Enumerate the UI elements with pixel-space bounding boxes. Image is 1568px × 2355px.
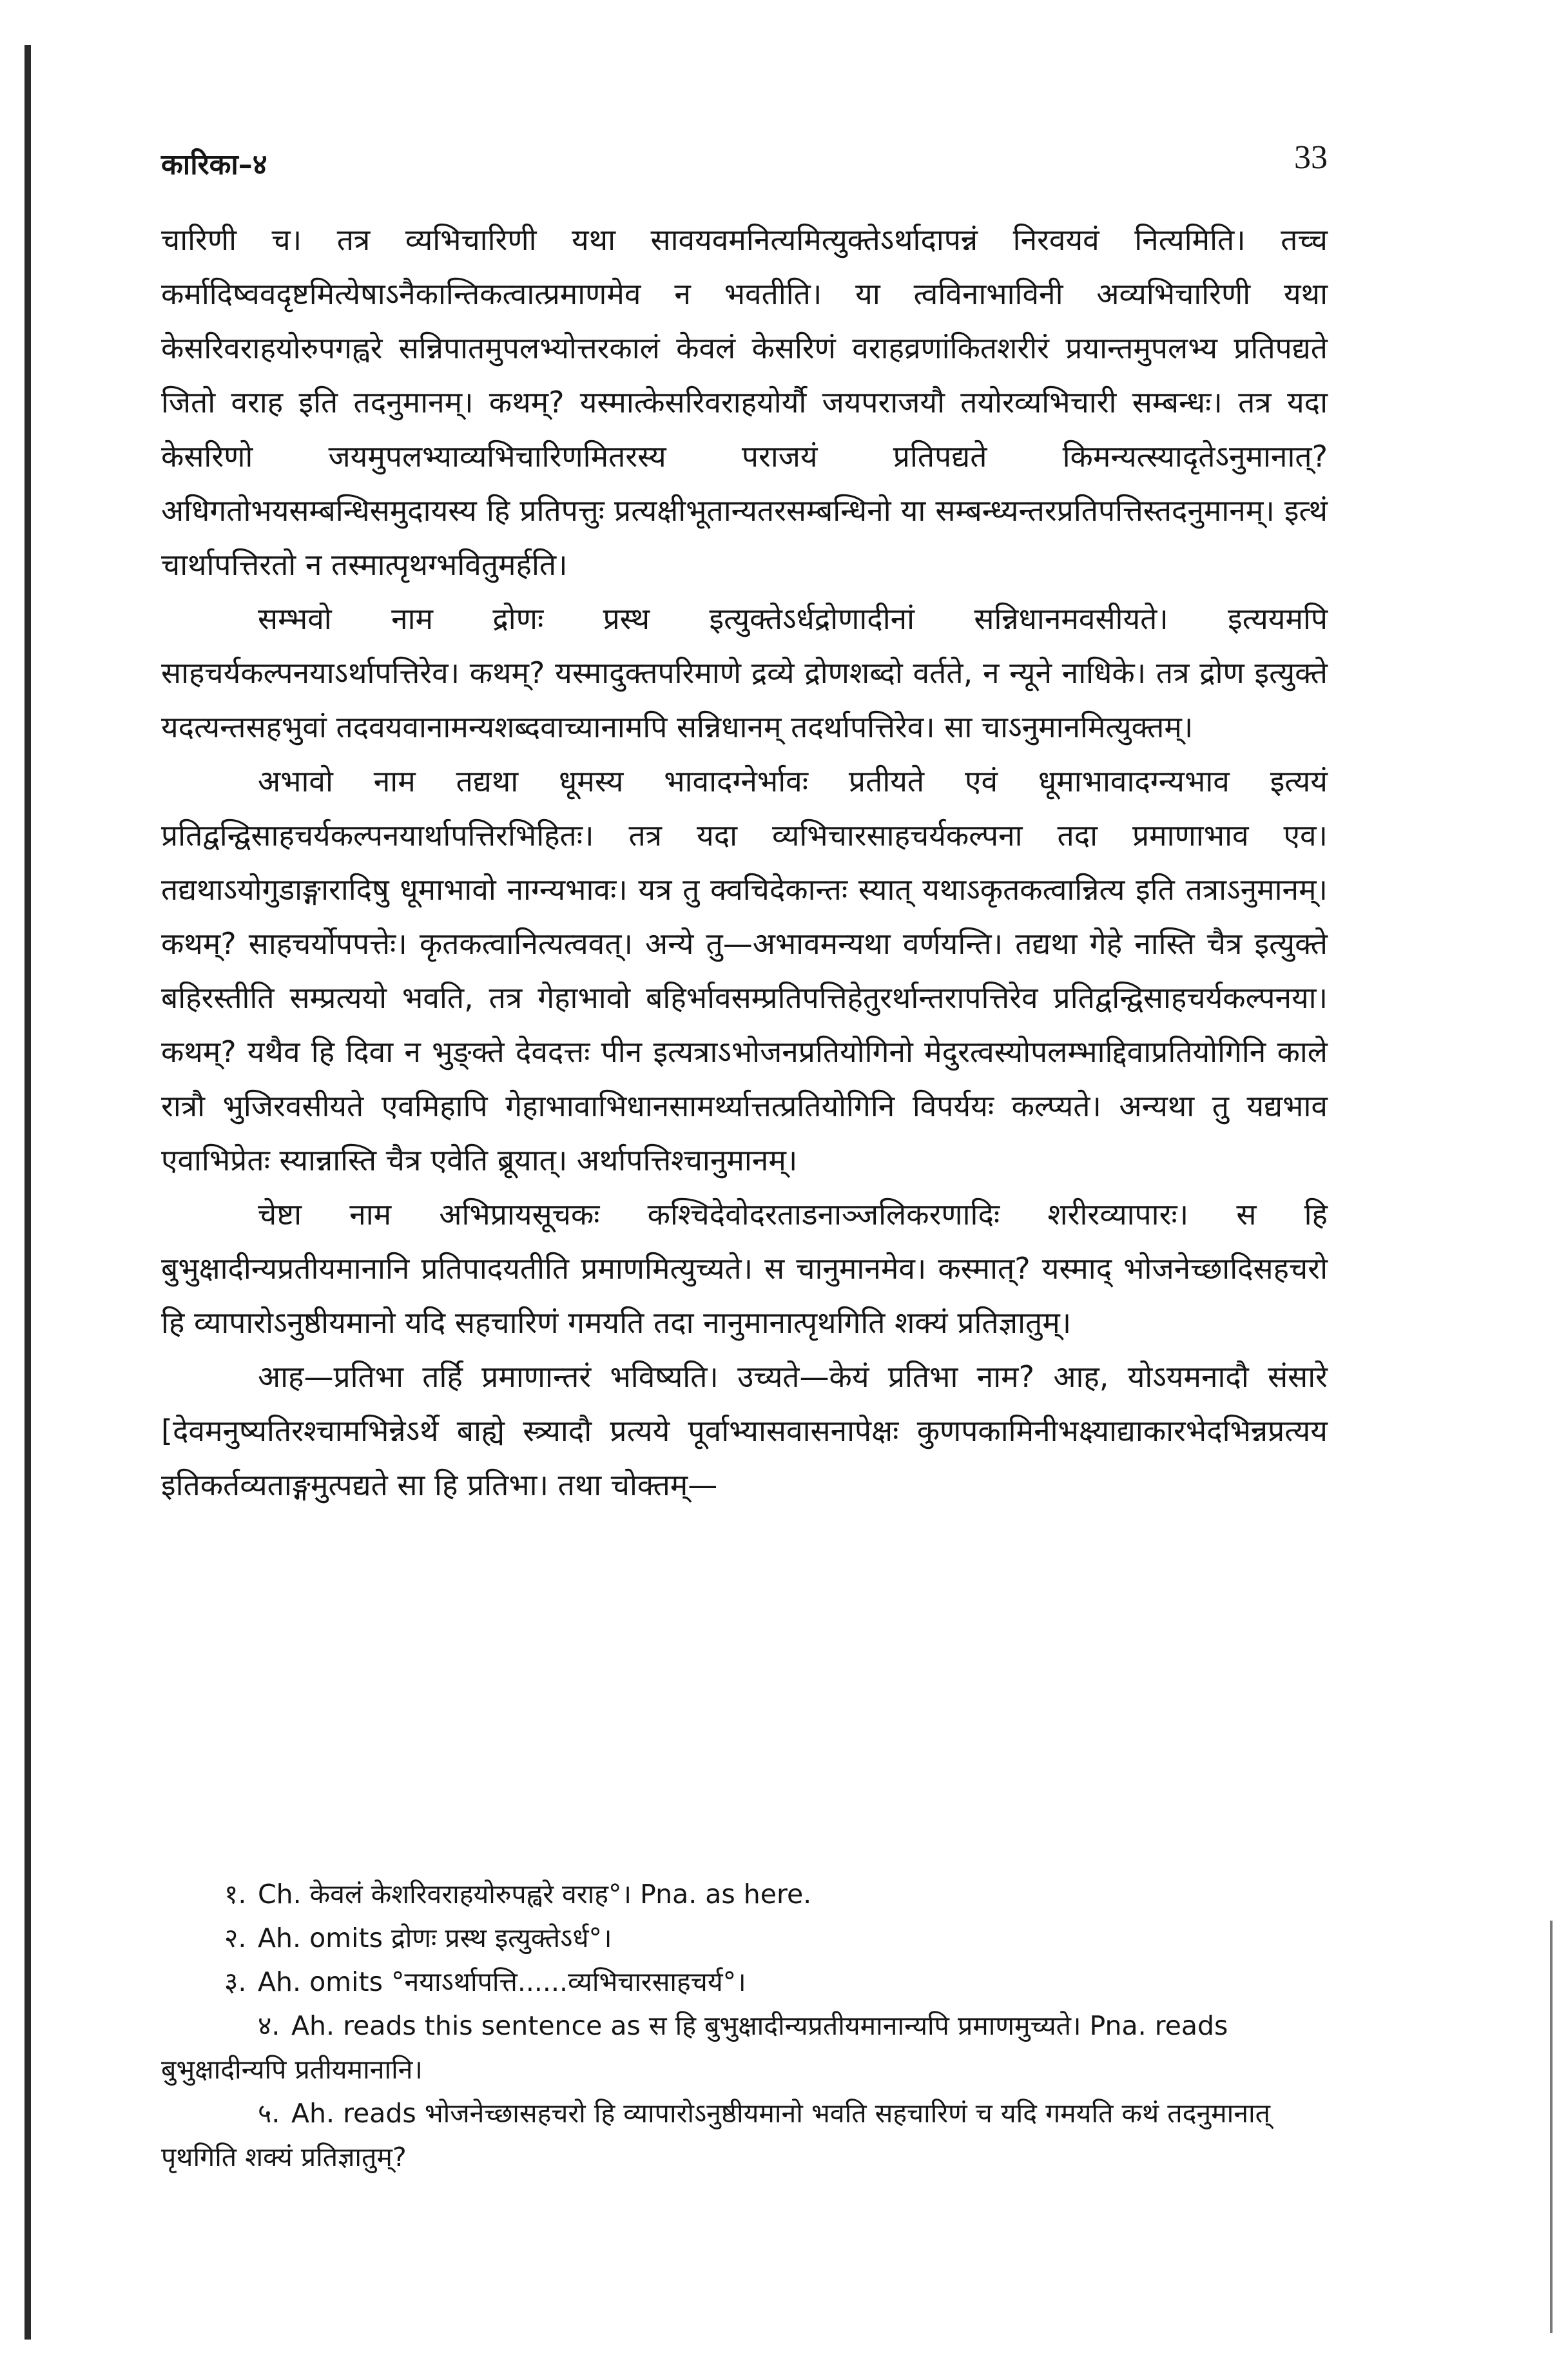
page-number: 33: [1294, 139, 1328, 176]
footnote-number: ५.: [258, 2098, 280, 2129]
running-header: [161, 139, 1328, 197]
running-title: कारिका–४: [161, 148, 267, 181]
footnote-3: [161, 1960, 1321, 2004]
footnotes: [161, 1872, 1321, 2179]
paragraph-abhava: अभावो नाम तद्यथा धूमस्य भावादग्नेर्भावः प्रतीयते एवं धूमाभावादग्न्यभाव इत्ययं प्रतिद्वन्द्विसाहचर्यकल्पनयार्थापत्तिरभिहितः। तत्र यदा व्यभिचारसाहचर्यकल्पना तदा प्रमाणाभाव एव। तद्यथाऽयोगुडाङ्गारादिषु धूमाभावो नाग्न्यभावः। यत्र तु क्वचिदेकान्तः स्यात् यथाऽकृतकत्वान्नित्य इति तत्राऽनुमानम्। कथम्? साहचर्योपपत्तेः। कृतकत्वानित्यत्ववत्। अन्ये तु—अभावमन्यथा वर्णयन्ति। तद्यथा गेहे नास्ति चैत्र इत्युक्ते बहिरस्तीति सम्प्रत्ययो भवति, तत्र गेहाभावो बहिर्भावसम्प्रतिपत्तिहेतुरर्थान्तरापत्तिरेव प्रतिद्वन्द्विसाहचर्यकल्पनया। कथम्? यथैव हि दिवा न भुङ्क्ते देवदत्तः पीन इत्यत्राऽभोजनप्रतियोगिनो मेदुरत्वस्योपलम्भाद्दिवाप्रतियोगिनि काले रात्रौ भुजिरवसीयते एवमिहापि गेहाभावाभिधानसामर्थ्यात्तत्प्रतियोगिनि विपर्ययः कल्प्यते। अन्यथा तु यद्यभाव एवाभिप्रेतः स्यान्नास्ति चैत्र एवेति ब्रूयात्। अर्थापत्तिश्चानुमानम्।: [161, 764, 1328, 1178]
footnote-text: Ch. केवलं केशरिवराहयोरुपह्वरे वराह°। Pna. as here.: [258, 1879, 812, 1910]
footnote-5: [161, 2091, 1321, 2179]
footnote-text: Ah. omits °नयाऽर्थापत्ति......व्यभिचारसाहचर्य°।: [258, 1966, 746, 1997]
footnote-1: [161, 1872, 1321, 1916]
footnote-text: Ah. reads this sentence as स हि बुभुक्षादीन्यप्रतीयमानान्यपि प्रमाणमुच्यते। Pna. reads बुभुक्षादीन्यपि प्रतीयमानानि।: [161, 2010, 1228, 2085]
paragraph-cheshta: चेष्टा नाम अभिप्रायसूचकः कश्चिदेवोदरताडनाञ्जलिकरणादिः शरीरव्यापारः। स हि बुभुक्षादीन्यप्रतीयमानानि प्रतिपादयतीति प्रमाणमित्युच्यते। स चानुमानमेव। कस्मात्? यस्माद् भोजनेच्छादिसहचरो हि व्यापारोऽनुष्ठीयमानो यदि सहचारिणं गमयति तदा नानुमानात्पृथगिति शक्यं प्रतिज्ञातुम्।: [161, 1197, 1328, 1340]
footnote-number: १.: [224, 1879, 247, 1910]
footnote-text: Ah. reads भोजनेच्छासहचरो हि व्यापारोऽनुष्ठीयमानो भवति सहचारिणं च यदि गमयति कथं तदनुमानात् पृथगिति शक्यं प्रतिज्ञातुम्?: [161, 2098, 1270, 2173]
footnote-number: ३.: [224, 1966, 247, 1997]
footnote-number: ४.: [258, 2010, 280, 2041]
scan-right-edge: [1550, 1921, 1553, 2333]
footnote-4: [161, 2004, 1321, 2091]
scan-binding-edge: [24, 45, 31, 2340]
footnote-text: Ah. omits द्रोणः प्रस्थ इत्युक्तेऽर्ध°।: [258, 1923, 612, 1953]
paragraph-vyabhicharini: चारिणी च। तत्र व्यभिचारिणी यथा सावयवमनित्यमित्युक्तेऽर्थादापन्नं निरवयवं नित्यमिति। तच्च कर्मादिष्ववदृष्टमित्येषाऽनैकान्तिकत्वात्प्रमाणमेव न भवतीति। या त्वविनाभाविनी अव्यभिचारिणी यथा केसरिवराहयोरुपगह्वरे सन्निपातमुपलभ्योत्तरकालं केवलं केसरिणं वराहव्रणांकितशरीरं प्रयान्तमुपलभ्य प्रतिपद्यते जितो वराह इति तदनुमानम्। कथम्? यस्मात्केसरिवराहयोर्यौ जयपराजयौ तयोरव्यभिचारी सम्बन्धः। तत्र यदा केसरिणो जयमुपलभ्याव्यभिचारिणमितरस्य पराजयं प्रतिपद्यते किमन्यत्स्यादृतेऽनुमानात्? अधिगतोभयसम्बन्धिसमुदायस्य हि प्रतिपत्तुः प्रत्यक्षीभूतान्यतरसम्बन्धिनो या सम्बन्ध्यन्तरप्रतिपत्तिस्तदनुमानम्। इत्थं चार्थापत्तिरतो न तस्मात्पृथग्भवितुमर्हति।: [161, 222, 1328, 582]
footnote-2: [161, 1916, 1321, 1960]
main-text: [161, 213, 1328, 1512]
paragraph-pratibha: आह—प्रतिभा तर्हि प्रमाणान्तरं भविष्यति। उच्यते—केयं प्रतिभा नाम? आह, योऽयमनादौ संसारे [देवमनुष्यतिरश्चामभिन्नेऽर्थे बाह्ये स्त्र्यादौ प्रत्यये पूर्वाभ्यासवासनापेक्षः कुणपकामिनीभक्ष्याद्याकारभेदभिन्नप्रत्यय इतिकर्तव्यताङ्गमुत्पद्यते सा हि प्रतिभा। तथा चोक्तम्—: [161, 1359, 1328, 1502]
footnote-number: २.: [224, 1923, 247, 1953]
paragraph-sambhava: सम्भवो नाम द्रोणः प्रस्थ इत्युक्तेऽर्धद्रोणादीनां सन्निधानमवसीयते। इत्ययमपि साहचर्यकल्पनयाऽर्थापत्तिरेव। कथम्? यस्मादुक्तपरिमाणे द्रव्ये द्रोणशब्दो वर्तते, न न्यूने नाधिके। तत्र द्रोण इत्युक्ते यदत्यन्तसहभुवां तदवयवानामन्यशब्दवाच्यानामपि सन्निधानम् तदर्थापत्तिरेव। सा चाऽनुमानमित्युक्तम्।: [161, 601, 1328, 744]
